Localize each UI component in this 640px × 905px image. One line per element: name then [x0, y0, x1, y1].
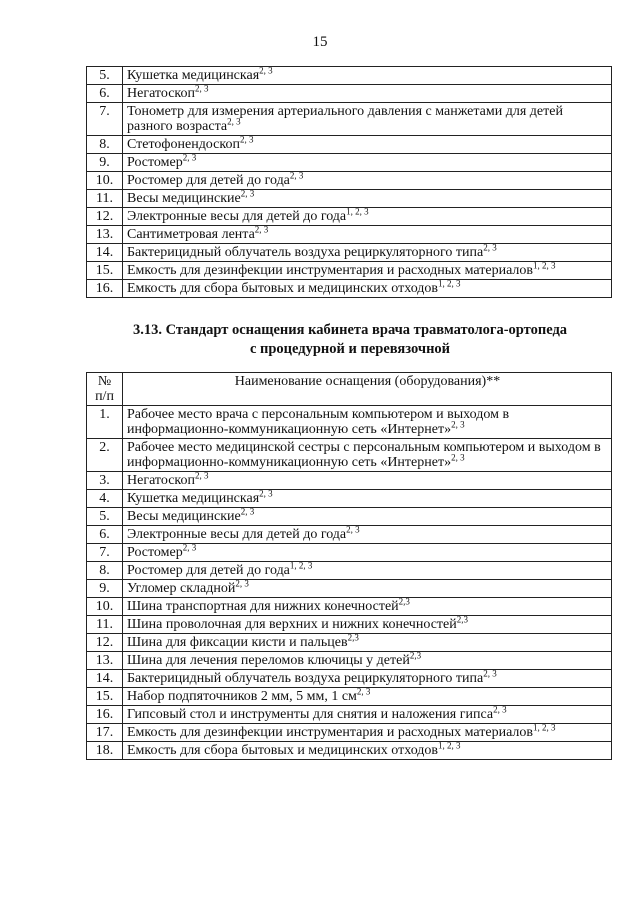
row-name-cell [123, 616, 612, 634]
row-number: 10. [87, 598, 123, 616]
row-name-cell [123, 262, 612, 280]
row-name-cell [123, 688, 612, 706]
row-name-cell [123, 244, 612, 262]
row-name-cell [123, 67, 612, 85]
row-name: Ростомер [127, 545, 183, 560]
row-number: 5. [87, 508, 123, 526]
row-name: Шина транспортная для нижних конечностей [127, 599, 399, 614]
table-row [87, 406, 612, 439]
table-row [87, 598, 612, 616]
equipment-table-continued-body [87, 67, 612, 298]
table-row [87, 688, 612, 706]
row-name: Емкость для сбора бытовых и медицинских отходов [127, 743, 439, 758]
row-name-cell [123, 208, 612, 226]
row-name: Сантиметровая лента [127, 227, 255, 242]
row-name-cell [123, 706, 612, 724]
table-row [87, 742, 612, 760]
row-name: Емкость для дезинфекции инструментария и расходных материалов [127, 725, 534, 740]
row-footnote-ref: 2, 3 [356, 686, 371, 697]
row-name-cell [123, 226, 612, 244]
row-name: Емкость для дезинфекции инструментария и расходных материалов [127, 263, 534, 278]
row-footnote-ref: 1, 2, 3 [438, 740, 461, 751]
row-name-cell [123, 508, 612, 526]
row-name-cell [123, 172, 612, 190]
row-footnote-ref: 2,3 [409, 650, 422, 661]
row-number: 12. [87, 634, 123, 652]
row-footnote-ref: 2, 3 [195, 83, 209, 94]
row-footnote-ref: 1, 2, 3 [438, 278, 461, 289]
row-name: Рабочее место врача с персональным компьютером и выходом в информационно-коммуникационную сеть «Интернет» [127, 407, 510, 437]
table-row [87, 616, 612, 634]
header-number-line-2: п/п [95, 389, 114, 404]
row-name-cell [123, 724, 612, 742]
table-row [87, 172, 612, 190]
row-footnote-ref: 2, 3 [483, 242, 497, 253]
row-footnote-ref: 1, 2, 3 [289, 560, 313, 571]
row-name: Ростомер для детей до года [127, 173, 290, 188]
row-name: Электронные весы для детей до года [127, 209, 347, 224]
row-footnote-ref: 2, 3 [289, 170, 304, 181]
row-number: 14. [87, 244, 123, 262]
row-footnote-ref: 2, 3 [493, 704, 507, 715]
row-footnote-ref: 2, 3 [346, 524, 360, 535]
row-footnote-ref: 2, 3 [182, 152, 197, 163]
row-number: 13. [87, 226, 123, 244]
row-footnote-ref: 1, 2, 3 [346, 206, 369, 217]
row-name: Шина для фиксации кисти и пальцев [127, 635, 348, 650]
row-name-cell [123, 190, 612, 208]
row-name: Ростомер [127, 155, 183, 170]
row-number: 14. [87, 670, 123, 688]
row-name-cell [123, 562, 612, 580]
row-name-cell [123, 439, 612, 472]
row-name: Рабочее место медицинской сестры с персональным компьютером и выходом в информационно-коммуникационную сеть «Интернет» [127, 440, 601, 470]
row-name-cell [123, 85, 612, 103]
row-number: 15. [87, 688, 123, 706]
row-name-cell [123, 670, 612, 688]
row-number: 12. [87, 208, 123, 226]
row-name-cell [123, 472, 612, 490]
table-row [87, 262, 612, 280]
row-footnote-ref: 1, 2, 3 [533, 260, 556, 271]
row-number: 8. [87, 136, 123, 154]
row-name-cell [123, 526, 612, 544]
row-number: 16. [87, 706, 123, 724]
row-footnote-ref: 2, 3 [195, 470, 209, 481]
row-footnote-ref: 2, 3 [451, 419, 465, 430]
row-name-cell [123, 136, 612, 154]
row-footnote-ref: 1, 2, 3 [533, 722, 556, 733]
row-name: Набор подпяточников 2 мм, 5 мм, 1 см [127, 689, 357, 704]
row-name: Кушетка медицинская [127, 491, 260, 506]
row-name-cell [123, 580, 612, 598]
row-footnote-ref: 2, 3 [451, 452, 465, 463]
row-name: Ростомер для детей до года [127, 563, 290, 578]
table-row [87, 580, 612, 598]
row-number: 10. [87, 172, 123, 190]
row-number: 6. [87, 526, 123, 544]
table-row [87, 244, 612, 262]
row-number: 2. [87, 439, 123, 472]
header-number [87, 373, 123, 406]
row-number: 13. [87, 652, 123, 670]
row-name-cell [123, 280, 612, 298]
row-name-cell [123, 406, 612, 439]
table-row [87, 136, 612, 154]
section-title-line-1: 3.13. Стандарт оснащения кабинета врача травматолога-ортопеда [132, 322, 568, 338]
table-row [87, 544, 612, 562]
equipment-table-continued [86, 66, 612, 298]
table-row [87, 634, 612, 652]
row-number: 5. [87, 67, 123, 85]
table-row [87, 526, 612, 544]
table-row [87, 724, 612, 742]
row-name-cell [123, 598, 612, 616]
row-footnote-ref: 2, 3 [227, 116, 241, 127]
row-name: Шина проволочная для верхних и нижних конечностей [127, 617, 457, 632]
row-footnote-ref: 2,3 [347, 632, 359, 643]
section-title-line-2: с процедурной и перевязочной [249, 341, 451, 357]
table-row [87, 103, 612, 136]
row-number: 17. [87, 724, 123, 742]
row-number: 8. [87, 562, 123, 580]
row-name: Угломер складной [127, 581, 236, 596]
traumatologist-equipment-table-body [87, 406, 612, 760]
header-number-line-1: № [97, 374, 112, 389]
page-number: 15 [312, 34, 328, 50]
traumatologist-equipment-table [86, 372, 612, 760]
row-name: Гипсовый стол и инструменты для снятия и наложения гипса [127, 707, 494, 722]
row-footnote-ref: 2, 3 [235, 578, 249, 589]
row-footnote-ref: 2, 3 [259, 488, 273, 499]
row-footnote-ref: 2, 3 [239, 134, 254, 145]
row-name: Кушетка медицинская [127, 68, 260, 83]
row-name-cell [123, 742, 612, 760]
table-row [87, 652, 612, 670]
table-row [87, 208, 612, 226]
row-name: Негатоскоп [127, 473, 195, 488]
row-number: 1. [87, 406, 123, 439]
table-row [87, 154, 612, 172]
table-row [87, 226, 612, 244]
row-number: 9. [87, 154, 123, 172]
row-number: 16. [87, 280, 123, 298]
row-name: Бактерицидный облучатель воздуха рециркуляторного типа [127, 245, 484, 260]
row-footnote-ref: 2, 3 [259, 65, 273, 76]
row-footnote-ref: 2,3 [456, 614, 468, 625]
row-name-cell [123, 634, 612, 652]
row-footnote-ref: 2,3 [398, 596, 410, 607]
table-row [87, 706, 612, 724]
row-name: Шина для лечения переломов ключицы у детей [127, 653, 410, 668]
row-number: 6. [87, 85, 123, 103]
row-footnote-ref: 2, 3 [254, 224, 269, 235]
table-row [87, 439, 612, 472]
row-name: Тонометр для измерения артериального давления с манжетами для детей разного возраста [127, 104, 563, 134]
row-number: 7. [87, 544, 123, 562]
row-footnote-ref: 2, 3 [240, 188, 255, 199]
row-number: 3. [87, 472, 123, 490]
row-name-cell [123, 652, 612, 670]
table-row [87, 670, 612, 688]
table-row [87, 67, 612, 85]
table-row [87, 280, 612, 298]
row-footnote-ref: 2, 3 [240, 506, 255, 517]
row-name: Весы медицинские [127, 191, 241, 206]
table-row [87, 190, 612, 208]
row-footnote-ref: 2, 3 [483, 668, 497, 679]
row-number: 4. [87, 490, 123, 508]
row-number: 15. [87, 262, 123, 280]
row-name: Стетофонендоскоп [127, 137, 240, 152]
row-name-cell [123, 490, 612, 508]
header-name: Наименование оснащения (оборудования)** [123, 373, 612, 406]
table-row [87, 85, 612, 103]
row-name: Весы медицинские [127, 509, 241, 524]
row-name-cell [123, 544, 612, 562]
table-header-row [87, 373, 612, 406]
row-name: Емкость для сбора бытовых и медицинских отходов [127, 281, 439, 296]
row-number: 9. [87, 580, 123, 598]
row-number: 7. [87, 103, 123, 136]
row-name: Бактерицидный облучатель воздуха рециркуляторного типа [127, 671, 484, 686]
row-footnote-ref: 2, 3 [182, 542, 197, 553]
row-name: Электронные весы для детей до года [127, 527, 347, 542]
row-number: 11. [87, 190, 123, 208]
row-number: 11. [87, 616, 123, 634]
row-number: 18. [87, 742, 123, 760]
row-name-cell [123, 103, 612, 136]
section-title [60, 321, 640, 359]
table-row [87, 508, 612, 526]
table-row [87, 472, 612, 490]
table-row [87, 562, 612, 580]
table-row [87, 490, 612, 508]
row-name-cell [123, 154, 612, 172]
row-name: Негатоскоп [127, 86, 195, 101]
